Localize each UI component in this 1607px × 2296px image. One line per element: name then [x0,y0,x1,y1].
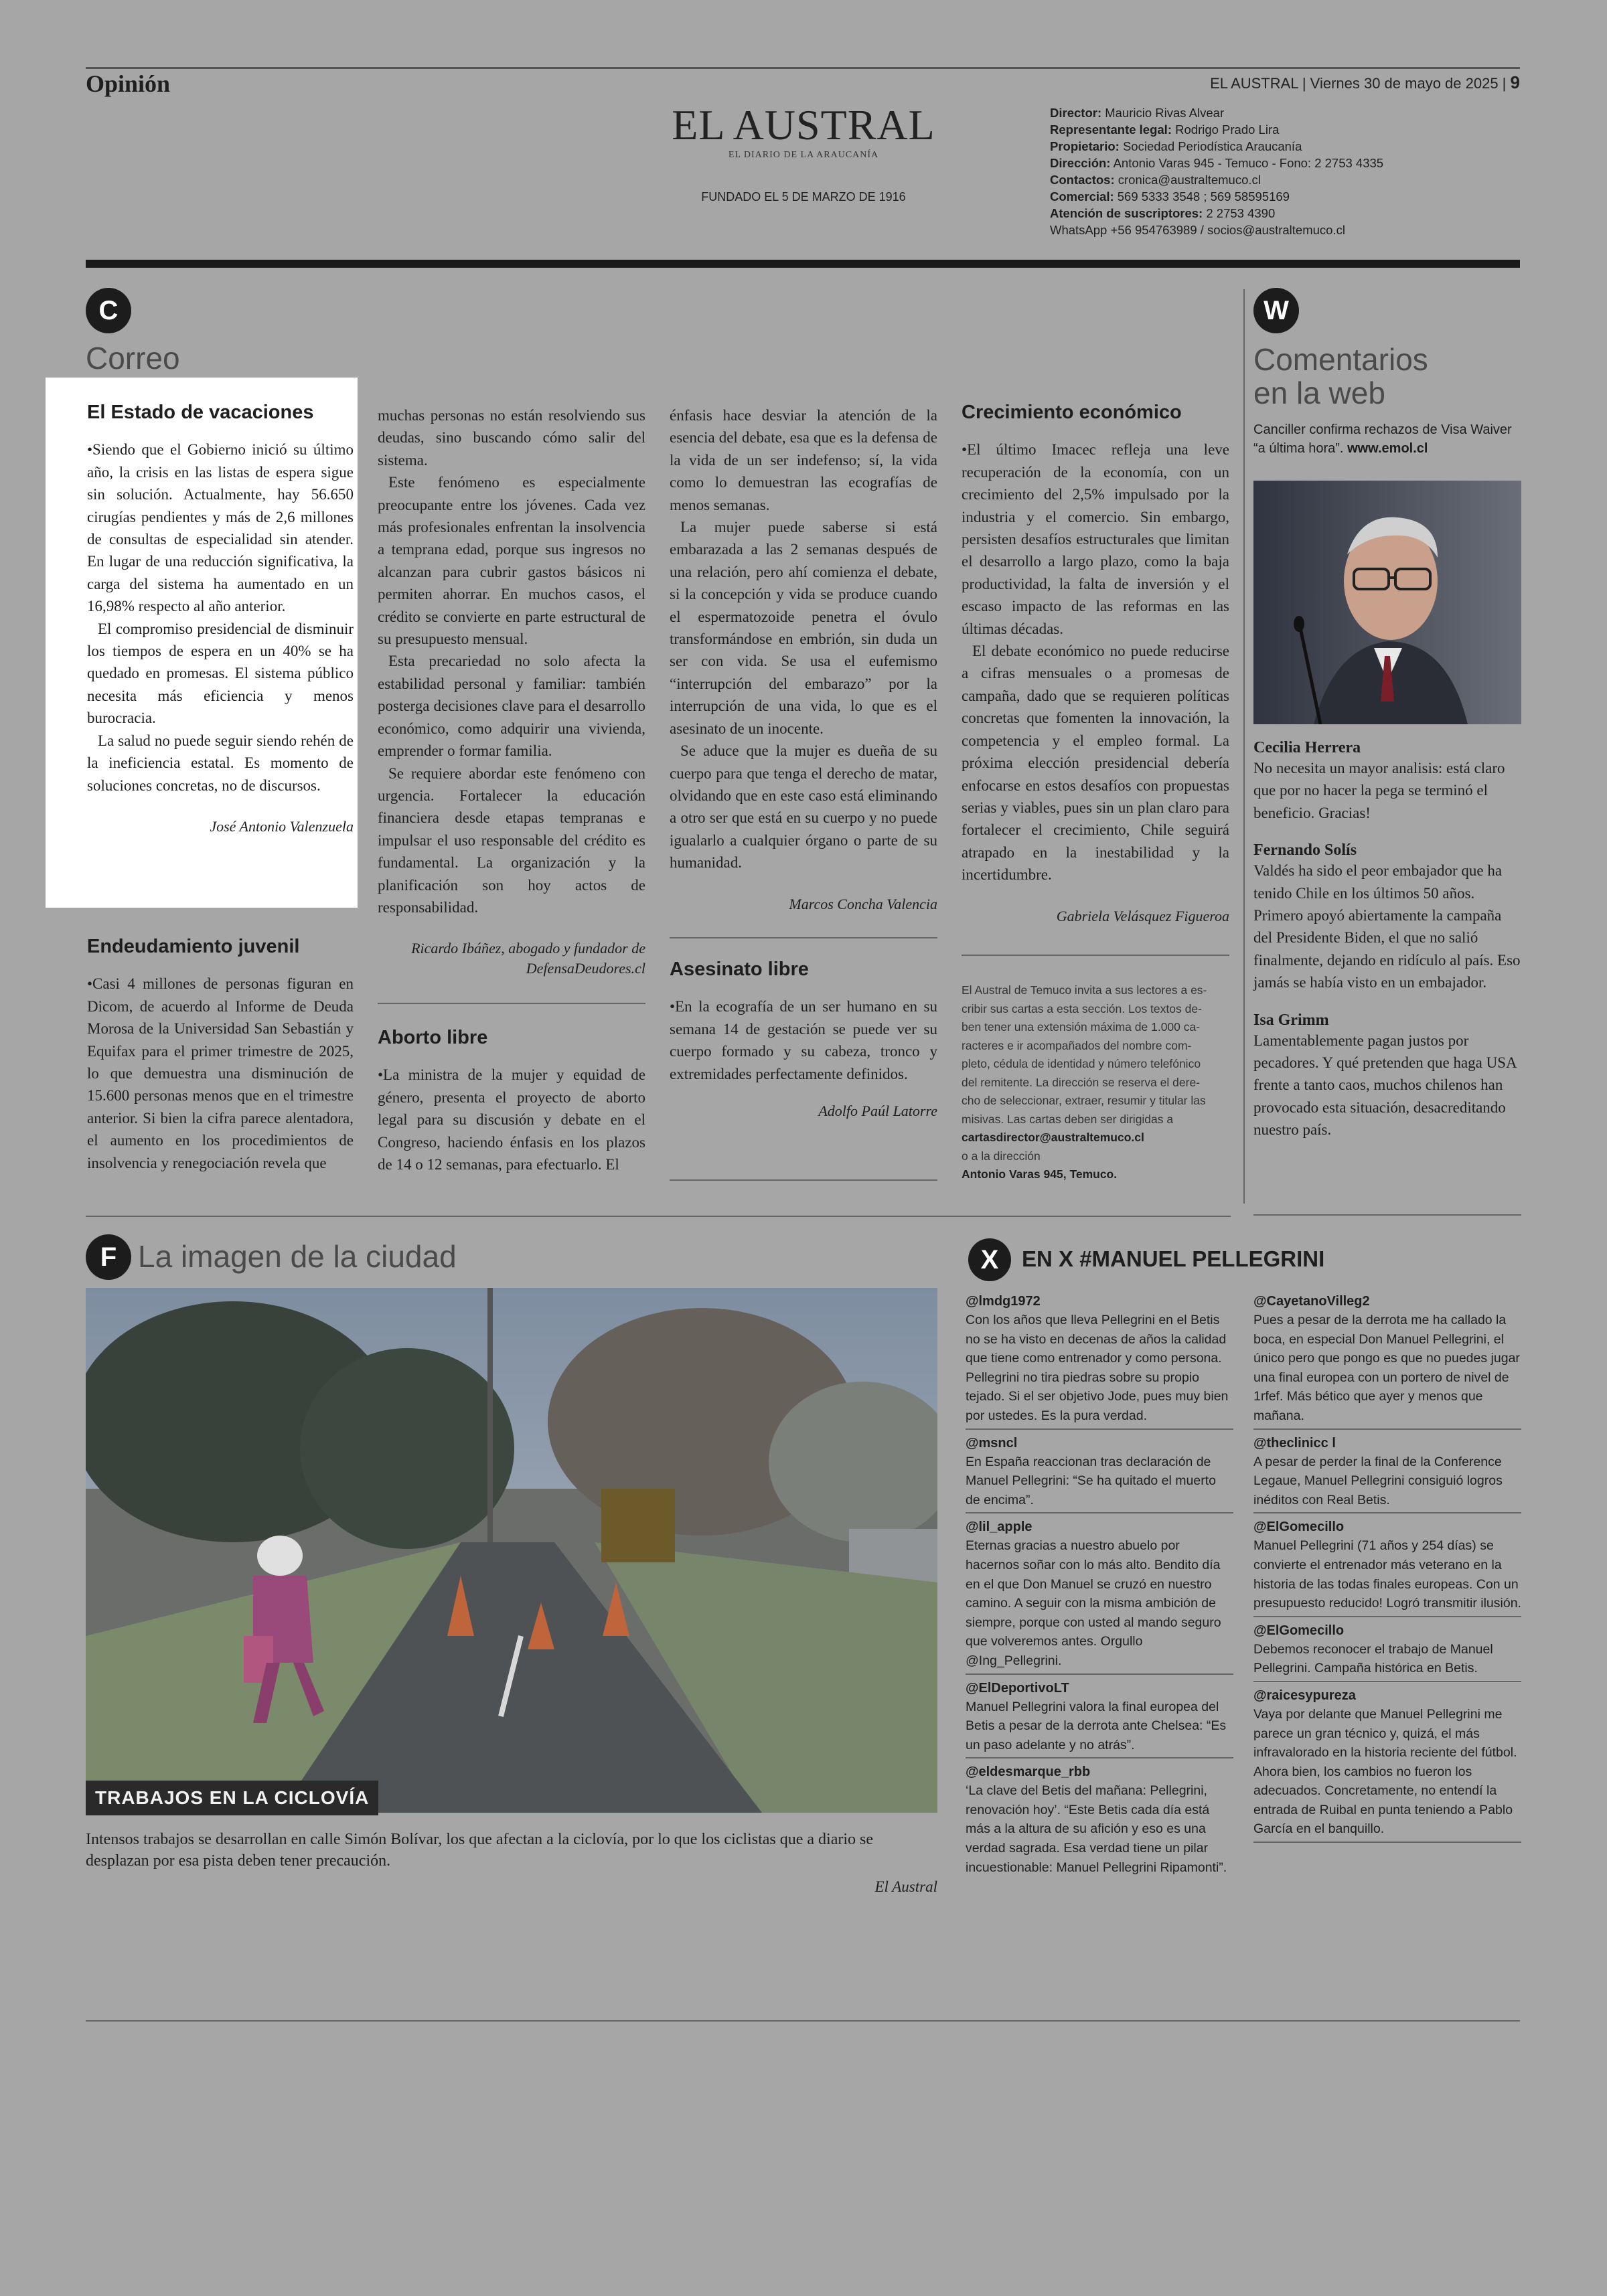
masthead-subtitle: EL DIARIO DE LA ARAUCANÍA [728,150,879,160]
letter-endeudamiento-col2 [378,404,645,979]
letter-title: Aborto libre [378,1027,488,1048]
founded-date: FUNDADO EL 5 DE MARZO DE 1916 [701,190,906,203]
tweet-handle[interactable]: @lmdg1972 [966,1294,1041,1309]
tweet-text: Eternas gracias a nuestro abuelo por hacernos soñar con lo más alto. Bendito día en el que Don Manuel se cruzó en nuestro camino. A seguir con la misma ambición de siempre, porque con usted al mando seguro que volveremos antes. Orgullo @Ing_Pellegrini. [966,1538,1221,1668]
x-section-title: EN X #MANUEL PELLEGRINI [1022,1246,1325,1271]
tweet [1253,1686,1521,1843]
top-rule [86,67,1520,69]
letter-paragraph: Este fenómeno es especialmente preocupante entre los jóvenes. Cada vez más profesionales enfrentan la insolvencia a temprana edad, porque sus ingresos no alcanzan para cubrir gastos básicos ni permiten ahorrar. En muchos casos, el crédito se convierte en parte estructural de su presupuesto mensual. [378,474,645,648]
x-column-2 [1253,1292,1521,1847]
info-line: Comercial: 569 5333 3548 ; 569 58595169 [1050,189,1290,203]
letter-title: Asesinato libre [670,959,809,980]
comment-author: Isa Grimm [1253,1011,1329,1029]
letter-crecimiento [962,402,1229,927]
correo-c-icon: C [86,288,131,333]
letter-paragraph: énfasis hace desviar la atención de la esencia del debate, esa que es la defensa de la vida de un ser indefenso; sí, la vida como lo demuestran las ecografías de menos semanas. [670,407,937,513]
letter-paragraph: Se requiere abordar este fenómeno con urgencia. Fortalecer la educación financiera desde etapas tempranas e impulsar el uso responsable del crédito es fundamental. La organización y la planificación son hoy actos de responsabilidad. [378,764,645,916]
comment-text: Lamentablemente pagan justos por pecadores. Y qué pretenden que haga USA frente a tanto caos, muchos chilenos han provocado esta situación, desacreditando nuestro país. [1253,1032,1517,1139]
section-separator [86,1216,1231,1217]
web-comments [1253,739,1521,1141]
letter-asesinato [670,959,937,1122]
tweet [1253,1621,1521,1682]
column-separator [670,1179,937,1181]
tweet [966,1518,1233,1674]
tweet-text: ‘La clave del Betis del mañana: Pellegrini, renovación hoy’. “Este Betis cada día está más a la altura de su afición y eso es una verdad sagrada. Esa verdad tiene un pilar incuestionable: Manuel Pellegrini Ripamonti”. [966,1783,1227,1875]
letter-paragraph: La salud no puede seguir siendo rehén de la ineficiencia estatal. Es momento de soluciones concretas, no de discursos. [87,732,354,794]
tweet [966,1434,1233,1514]
section-label: Opinión [86,70,171,97]
column-separator [1253,1214,1521,1216]
info-line: Atención de suscriptores: 2 2753 4390 [1050,206,1276,220]
letter-paragraph: La mujer puede saberse si está embarazada a las 2 semanas después de una relación, pero ahí comienza el debate, si la concepción y vida se produce cuando el espermatozoide penetra el óvulo transformándose en embrión, sin duda un ser con vida. Se usa el eufemismo “interrupción del embarazo” por la interrupción de una vida, lo que es el asesinato de un inocente. [670,519,937,737]
tweet-handle[interactable]: @raicesypureza [1253,1688,1356,1703]
tweet-text: Vaya por delante que Manuel Pellegrini me parece un gran técnico y, quizá, el más infravalorado en la historia reciente del fútbol. Ahora bien, los cambios no fueron los adecuados. Concretamente, no entendí la entrada de Ruibal en punta teniendo a Pablo García en el banquillo. [1253,1706,1517,1837]
comment-author: Cecilia Herrera [1253,739,1361,756]
letter-paragraph: muchas personas no están resolviendo sus deudas, sino buscando cómo salir del sistema. [378,407,645,469]
column-separator [378,1003,645,1004]
photo-label: TRABAJOS EN LA CICLOVÍA [86,1781,378,1815]
web-headline: Canciller confirma rechazos de Visa Waiver “a última hora”. www.emol.cl [1253,422,1512,456]
comment-text: No necesita un mayor analisis: está claro que por no hacer la pega se terminó el beneficio. Gracias! [1253,760,1505,821]
letter-signature: Marcos Concha Valencia [789,895,937,912]
tweet [1253,1434,1521,1514]
letter-title: El Estado de vacaciones [87,402,314,423]
info-line: Director: Mauricio Rivas Alvear [1050,106,1225,120]
letter-paragraph: El debate económico no puede reducirse a cifras mensuales o a promesas de campaña, dado que se requieren políticas concretas que fomenten la innovación, la competencia y el empleo formal. La próxima elección presidencial debería enfocarse en estos desafíos con propuestas serias y viables, pues sin un plan claro para fortalecer el crecimiento, Chile seguirá atrapado en la inestabilidad y la incertidumbre. [962,643,1229,884]
letter-aborto-col3 [670,404,937,915]
info-line: Dirección: Antonio Varas 945 - Temuco - Fono: 2 2753 4335 [1050,156,1384,170]
bottom-rule [86,2020,1520,2022]
tweet [1253,1518,1521,1617]
letter-signature: Ricardo Ibáñez, abogado y fundador de DefensaDeudores.cl [411,940,645,977]
tweet-text: Pues a pesar de la derrota me ha callado la boca, en especial Don Manuel Pellegrini, el único pero que pongo es que no puedes jugar una final europea con un portero de nivel de 1rfef. Más bético que ayer y menos que mañana. [1253,1313,1520,1423]
masthead-info [1050,104,1383,238]
tweet-handle[interactable]: @ElDeportivoLT [966,1680,1069,1696]
letter-paragraph: •Casi 4 millones de personas figuran en Dicom, de acuerdo al Informe de Deuda Morosa de la Universidad San Sebastián y Equifax para el primer trimestre de 2025, lo que demuestra una disminución de 15.600 personas menos que en el trimestre anterior. Si bien la cifra parece alentadora, el aumento en los procedimientos de insolvencia y renegociación revela que [87,975,354,1171]
imagen-title: La imagen de la ciudad [138,1239,457,1274]
letter-estado-vacaciones [87,402,354,837]
web-title: Comentarios en la web [1253,342,1428,410]
letter-paragraph: •El último Imacec refleja una leve recuperación de la economía, con un crecimiento del 2,5% impulsado por la industria y el comercio. Sin embargo, persisten desafíos estructurales que limitan el desarrollo a largo plazo, como la baja productividad, la falta de inversión y el escaso impacto de las reformas en las últimas décadas. [962,441,1229,637]
info-line: Propietario: Sociedad Periodística Araucanía [1050,139,1302,153]
letter-paragraph: El compromiso presidencial de disminuir los tiempos de espera en un 40% se ha quedado en promesas. El sistema público necesita más eficiencia y menos burocracia. [87,620,354,727]
letter-paragraph: •Siendo que el Gobierno inició su último año, la crisis en las listas de espera sigue sin solución. Actualmente, hay 56.650 cirugías pendientes y más de 2,6 millones de consultas de especialidad sin atender. En lugar de una reducción significativa, la carga del sistema ha aumentado en un 16,98% respecto al año anterior. [87,441,354,615]
letter-paragraph: •En la ecografía de un ser humano en su semana 14 de gestación se puede ver su cuerpo formado y su cabeza, tronco y extremidades perfectamente definidos. [670,998,937,1082]
letter-signature: José Antonio Valenzuela [210,817,354,835]
tweet-handle[interactable]: @msncl [966,1435,1018,1451]
letter-paragraph: •La ministra de la mujer y equidad de género, presenta el proyecto de aborto legal para su discusión y debate en el Congreso, haciendo énfasis en los plazos de 14 o 12 semanas, para efectuarlo. El [378,1066,645,1173]
tweet-handle[interactable]: @eldesmarque_rbb [966,1765,1091,1780]
masthead-thick-rule [86,260,1520,268]
web-source-link[interactable]: www.emol.cl [1347,441,1428,456]
tweet-text: En España reaccionan tras declaración de Manuel Pellegrini: “Se ha quitado el muerto de encima”. [966,1454,1216,1507]
masthead-title: EL AUSTRAL [672,101,935,149]
letter-paragraph: Esta precariedad no solo afecta la estabilidad personal y familiar: también posterga decisiones clave para el desarrollo económico, como adquirir una vivienda, emprender o formar familia. [378,653,645,760]
info-line: WhatsApp +56 954763989 / socios@australtemuco.cl [1050,223,1345,237]
city-photo-image [86,1288,937,1813]
letters-email-link[interactable]: cartasdirector@australtemuco.cl [962,1131,1144,1144]
tweet [966,1762,1233,1880]
photo-credit: El Austral [874,1878,937,1895]
letter-signature: Gabriela Velásquez Figueroa [1056,907,1229,924]
letter-aborto-col2 [378,1027,645,1175]
portrait-photo [1253,481,1521,724]
dateline-text: EL AUSTRAL | Viernes 30 de mayo de 2025 | [1210,75,1507,92]
letter-title: Endeudamiento juvenil [87,936,300,957]
tweet-text: Con los años que lleva Pellegrini en el Betis no se ha visto en decenas de años la calidad que tiene como entrenador y como persona. Pellegrini no tira piedras sobre su propio tejado. Si el ser objetivo Jode, pues muy bien por ustedes. Es la pura verdad. [966,1313,1229,1423]
tweet-text: Manuel Pellegrini (71 años y 254 días) se convierte el entrenador más veterano en la historia de las todas finales europeas. Con un presupuesto reducido! Logró transmitir ilusión. [1253,1538,1521,1611]
web-photo [1253,481,1521,724]
column-separator [670,937,937,938]
comment-author: Fernando Solís [1253,841,1357,859]
paper-dateline [1210,72,1520,93]
web-column-separator [1243,289,1245,1204]
photo-caption: Intensos trabajos se desarrollan en calle Simón Bolívar, los que afectan a la ciclovía, por lo que los ciclistas que a diario se desplazan por esa pista deben tener precaución. [86,1831,873,1870]
tweet-handle[interactable]: @ElGomecillo [1253,1623,1345,1638]
tweet-text: A pesar de perder la final de la Conference Legaue, Manuel Pellegrini consiguió logros inéditos con Real Betis. [1253,1454,1503,1507]
letter-title: Crecimiento económico [962,402,1182,423]
letter-paragraph: Se aduce que la mujer es dueña de su cuerpo para que tenga el derecho de matar, olvidando que en este caso está eliminando a otro ser que está en su cuerpo y no puede igualarlo a cualquier órgano o parte de su humanidad. [670,742,937,872]
column-separator [962,955,1229,956]
correo-title: Correo [86,341,180,376]
letter-endeudamiento-col1 [87,936,354,1174]
x-logo-icon: X [968,1238,1011,1281]
info-line: Representante legal: Rodrigo Prado Lira [1050,122,1280,137]
letters-address: Antonio Varas 945, Temuco. [962,1167,1118,1181]
page-number: 9 [1510,72,1520,92]
imagen-f-icon: F [86,1234,131,1280]
comment-text: Valdés ha sido el peor embajador que ha tenido Chile en los últimos 50 años. Primero apoyó abiertamente la campaña del Presidente Biden, el que no salió finalmente, dejando en ridículo al país. Eso jamás se había visto en un embajador. [1253,862,1521,991]
tweet-handle[interactable]: @CayetanoVilleg2 [1253,1294,1370,1309]
tweet-handle[interactable]: @theclinicc l [1253,1435,1336,1451]
tweet [966,1679,1233,1759]
tweet-handle[interactable]: @lil_apple [966,1520,1032,1535]
tweet-text: Debemos reconocer el trabajo de Manuel Pellegrini. Campaña histórica en Betis. [1253,1641,1493,1676]
letters-notice: El Austral de Temuco invita a sus lectores a es- cribir sus cartas a esta sección. Los textos de- ben tener una extensión máxima de 1.000 ca- racteres e ir acompañados del nombre com- pleto, cédula de identidad y número telefónico del remitente. La dirección se reserva el dere- cho de seleccionar, extraer, resumir y titular las misivas. Las cartas deben ser dirigidas a cartasdirector@australtemuco.cl o a la dirección Antonio Varas 945, Temuco. [962,981,1229,1184]
info-line: Contactos: cronica@australtemuco.cl [1050,173,1261,187]
tweet [966,1292,1233,1430]
city-photo [86,1288,937,1813]
tweet-handle[interactable]: @ElGomecillo [1253,1520,1345,1535]
letter-signature: Adolfo Paúl Latorre [818,1102,937,1120]
masthead [663,100,944,204]
tweet [1253,1292,1521,1430]
x-column-1 [966,1292,1233,1884]
tweet-text: Manuel Pellegrini valora la final europea del Betis a pesar de la derrota ante Chelsea: “Es un paso adelante y no atrás”. [966,1699,1227,1752]
web-w-icon: W [1253,288,1299,333]
